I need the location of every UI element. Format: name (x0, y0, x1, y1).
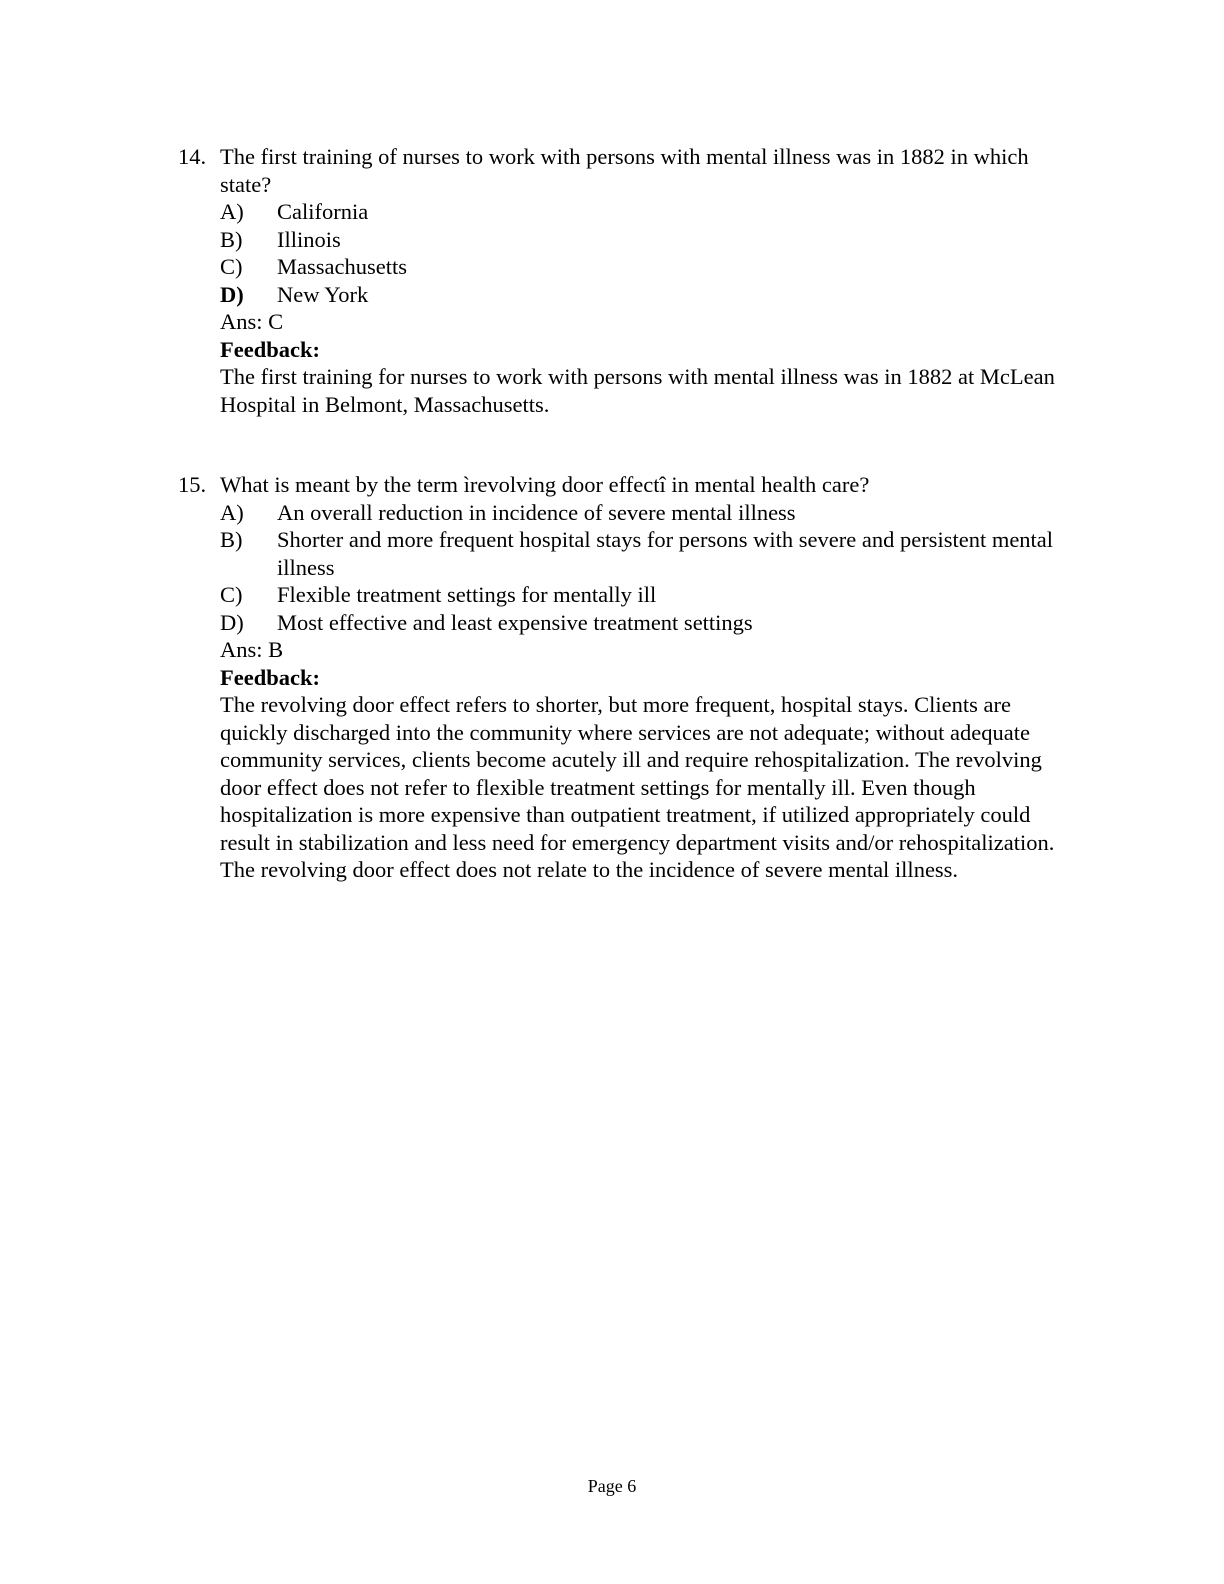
question-14 (178, 143, 1068, 418)
feedback-text: The revolving door effect refers to shorter, but more frequent, hospital stays. Clients are quickly discharged into the community where services are not adequate; without adequate community services, clients become acutely ill and require rehospitalization. The revolving door effect does not refer to flexible treatment settings for mentally ill. Even though hospitalization is more expensive than outpatient treatment, if utilized appropriately could result in stabilization and less need for emergency department visits and/or rehospitalization. The revolving door effect does not relate to the incidence of severe mental illness. (220, 692, 1055, 882)
option-text: Massachusetts (277, 254, 407, 279)
option-letter: C) (220, 582, 243, 607)
question-15 (178, 471, 1068, 884)
feedback-label: Feedback: (220, 336, 320, 362)
option-letter: B) (220, 226, 243, 252)
question-number: 15. (178, 472, 207, 497)
answer-line: Ans: B (220, 637, 284, 662)
feedback-text: The first training for nurses to work with persons with mental illness was in 1882 at McLean Hospital in Belmont, Massachusetts. (220, 364, 1055, 417)
option-text: Shorter and more frequent hospital stays for persons with severe and persistent mental illness (277, 527, 1054, 580)
feedback-label: Feedback: (220, 664, 320, 690)
option-text: California (277, 199, 369, 224)
question-text: The first training of nurses to work with persons with mental illness was in 1882 in which state? (220, 144, 1029, 197)
option-c (220, 253, 1068, 281)
option-a (220, 499, 1068, 527)
option-letter: B) (220, 527, 243, 552)
option-text: An overall reduction in incidence of severe mental illness (277, 499, 796, 525)
option-text: Illinois (277, 226, 341, 252)
answer-line: Ans: C (220, 309, 284, 334)
option-letter: A) (220, 199, 244, 224)
option-a (220, 198, 1068, 226)
option-c (220, 581, 1068, 609)
option-letter: D) (220, 609, 244, 635)
option-b (220, 226, 1068, 254)
option-letter: A) (220, 499, 244, 525)
option-letter: D) (220, 281, 244, 307)
option-text: Flexible treatment settings for mentally ill (277, 582, 657, 607)
option-text: Most effective and least expensive treatment settings (277, 609, 753, 635)
option-text: New York (277, 281, 369, 307)
option-letter: C) (220, 254, 243, 279)
question-text: What is meant by the term ìrevolving door effectî in mental health care? (220, 472, 870, 497)
option-b (220, 526, 1068, 581)
page-number: Page 6 (587, 1476, 637, 1496)
question-number: 14. (178, 144, 207, 169)
option-d (220, 609, 1068, 637)
option-d (220, 281, 1068, 309)
